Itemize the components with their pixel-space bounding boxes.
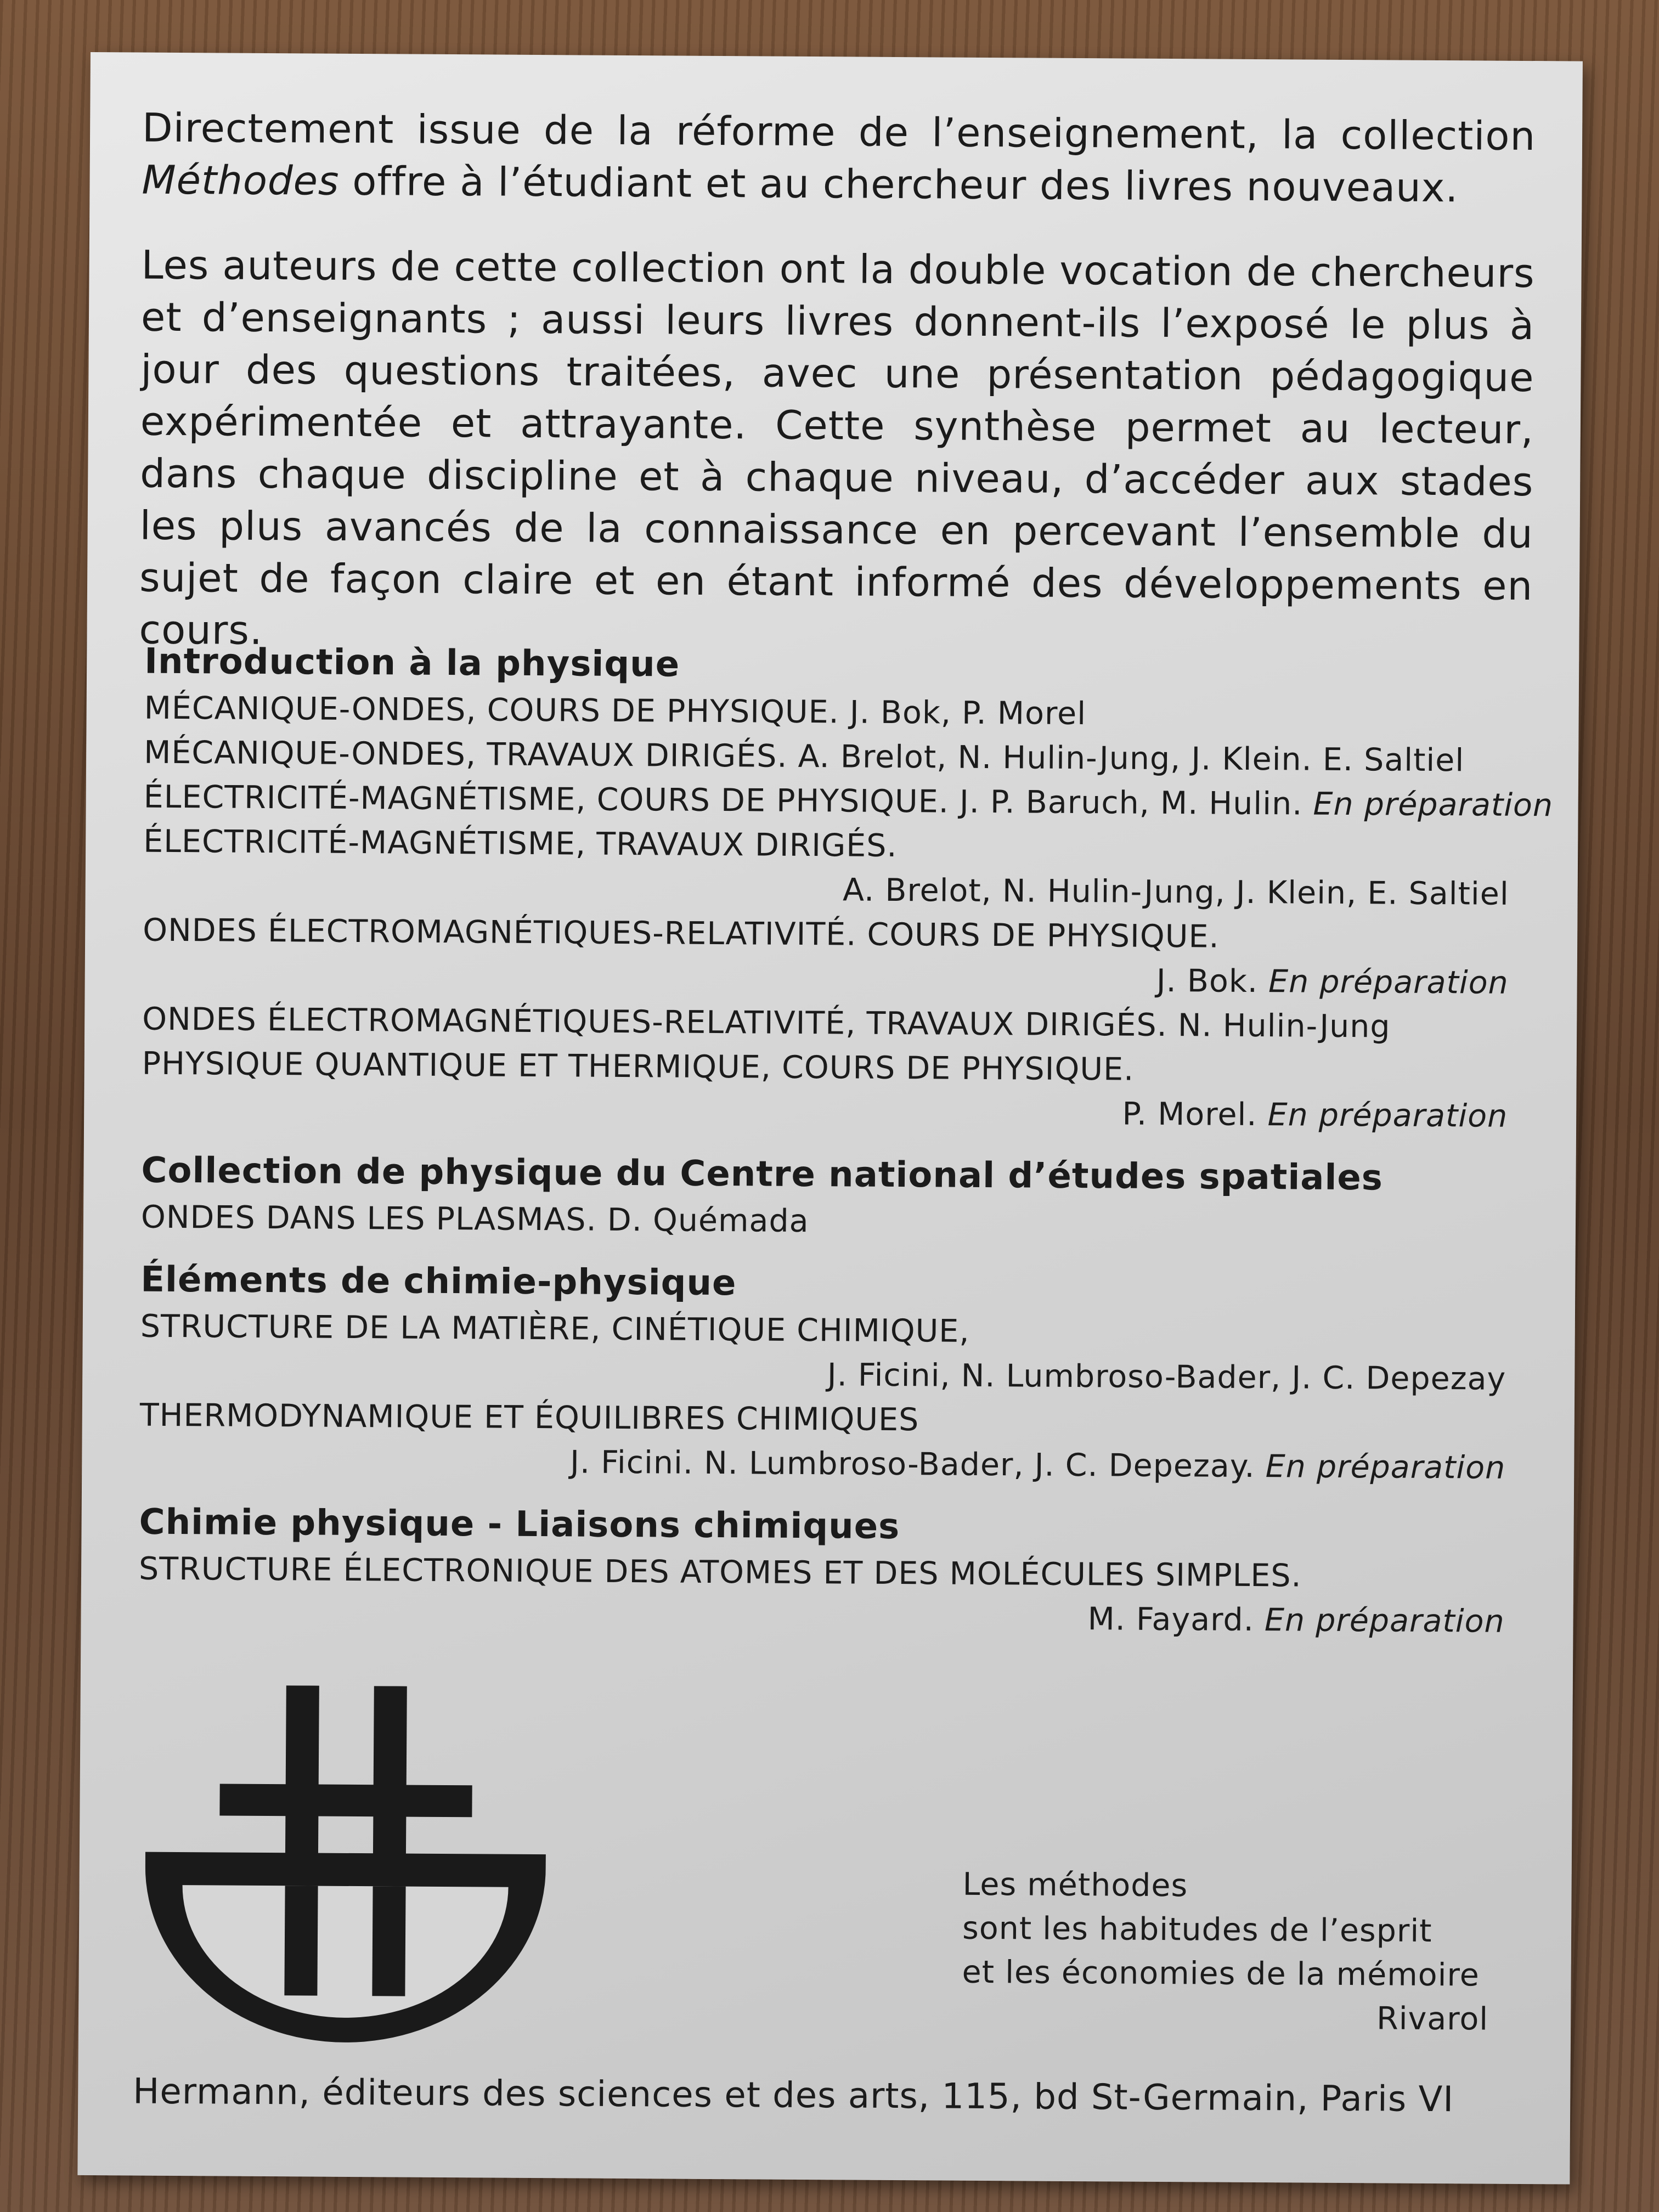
catalog-entry bbox=[142, 997, 1508, 1050]
catalog-list bbox=[138, 637, 1554, 1660]
quote-line: Les méthodes bbox=[962, 1866, 1188, 1904]
catalog-entry bbox=[144, 731, 1510, 783]
quote-author: Rivarol bbox=[1376, 2000, 1489, 2038]
catalog-entry bbox=[143, 864, 1509, 917]
entry-text: J. Bok. bbox=[1156, 962, 1259, 1000]
intro-paragraph-2: Les auteurs de cette collection ont la double vocation de chercheurs et d’enseignants ; aussi leurs livres donnent-ils l’exposé le plus à jour des questions traitées, avec une présentation pédagogique expérimentée et attrayante. Cette synthèse permet au lecteur, dans chaque discipline et à chaque niveau, d’accéder aux stades les plus avancés de la connaissance en percevant l’ensemble du sujet de façon claire et en étant informé des développements en cours. bbox=[139, 241, 1535, 653]
entry-text: MÉCANIQUE-ONDES, TRAVAUX DIRIGÉS. A. Brelot, N. Hulin-Jung, J. Klein. E. Saltiel bbox=[144, 734, 1465, 779]
catalog-section bbox=[141, 1146, 1508, 1248]
entry-text: STRUCTURE DE LA MATIÈRE, CINÉTIQUE CHIMIQUE, bbox=[140, 1308, 970, 1350]
entry-text: A. Brelot, N. Hulin-Jung, J. Klein, E. Saltiel bbox=[842, 872, 1509, 912]
intro-p1-end: offre à l’étudiant et au chercheur des livres nouveaux. bbox=[352, 157, 1459, 211]
in-preparation-note: En préparation bbox=[1267, 1097, 1508, 1135]
catalog-entry bbox=[142, 1086, 1508, 1139]
entry-text: ONDES DANS LES PLASMAS. D. Quémada bbox=[140, 1199, 809, 1240]
catalog-section bbox=[142, 637, 1554, 1139]
section-title: Chimie physique - Liaisons chimiques bbox=[139, 1502, 900, 1548]
catalog-entry bbox=[142, 953, 1508, 1006]
catalog-entry bbox=[141, 1195, 1507, 1248]
publisher-address: Hermann, éditeurs des sciences et des arts, 115, bd St-Germain, Paris VI bbox=[133, 2071, 1454, 2120]
entry-text: ONDES ÉLECTROMAGNÉTIQUES-RELATIVITÉ, TRAVAUX DIRIGÉS. N. Hulin-Jung bbox=[142, 1001, 1391, 1045]
catalog-section bbox=[138, 1498, 1505, 1644]
quote-line: sont les habitudes de l’esprit bbox=[962, 1910, 1432, 1950]
catalog-entry bbox=[139, 1547, 1505, 1600]
catalog-entry bbox=[142, 1042, 1508, 1094]
entry-text: STRUCTURE ÉLECTRONIQUE DES ATOMES ET DES MOLÉCULES SIMPLES. bbox=[138, 1550, 1302, 1594]
catalog-entry bbox=[139, 1438, 1505, 1491]
catalog-entry bbox=[138, 1592, 1504, 1644]
catalog-entry bbox=[143, 909, 1509, 961]
entry-text: PHYSIQUE QUANTIQUE ET THERMIQUE, COURS DE PHYSIQUE. bbox=[142, 1045, 1135, 1088]
entry-text: M. Fayard. bbox=[1087, 1601, 1255, 1639]
section-title: Introduction à la physique bbox=[144, 641, 680, 685]
in-preparation-note: En préparation bbox=[1264, 1602, 1505, 1640]
entry-text: ÉLECTRICITÉ-MAGNÉTISME, TRAVAUX DIRIGÉS. bbox=[143, 823, 898, 865]
in-preparation-note: En préparation bbox=[1268, 963, 1509, 1001]
entry-text: ÉLECTRICITÉ-MAGNÉTISME, COURS DE PHYSIQUE. J. P. Baruch, M. Hulin. bbox=[143, 778, 1303, 822]
in-preparation-note: En préparation bbox=[1313, 786, 1554, 824]
entry-text: J. Ficini, N. Lumbroso-Bader, J. C. Depezay bbox=[827, 1357, 1506, 1397]
quote-line: et les économies de la mémoire bbox=[962, 1954, 1480, 1994]
catalog-section bbox=[139, 1255, 1506, 1491]
rivarol-quote bbox=[962, 1863, 1489, 2041]
section-title: Éléments de chimie-physique bbox=[140, 1259, 737, 1304]
catalog-entry bbox=[143, 775, 1554, 828]
catalog-entry bbox=[143, 820, 1509, 872]
section-title: Collection de physique du Centre national d’études spatiales bbox=[141, 1150, 1384, 1199]
entry-text: J. Ficini. N. Lumbroso-Bader, J. C. Depezay. bbox=[569, 1444, 1255, 1485]
entry-text: THERMODYNAMIQUE ET ÉQUILIBRES CHIMIQUES bbox=[139, 1397, 919, 1438]
hermann-logo-icon bbox=[144, 1685, 547, 2044]
entry-text: P. Morel. bbox=[1122, 1096, 1257, 1133]
in-preparation-note: En préparation bbox=[1265, 1448, 1506, 1486]
intro-paragraph-1 bbox=[142, 102, 1536, 215]
catalog-entry bbox=[144, 686, 1510, 739]
book-back-cover bbox=[77, 52, 1583, 2185]
collection-name: Méthodes bbox=[142, 156, 340, 204]
entry-text: ONDES ÉLECTROMAGNÉTIQUES-RELATIVITÉ. COURS DE PHYSIQUE. bbox=[143, 912, 1220, 955]
catalog-entry bbox=[140, 1393, 1506, 1446]
intro-text bbox=[139, 102, 1536, 697]
intro-p1-start: Directement issue de la réforme de l’enseignement, la collection bbox=[142, 104, 1536, 160]
catalog-entry bbox=[140, 1349, 1506, 1402]
entry-text: MÉCANIQUE-ONDES, COURS DE PHYSIQUE. J. Bok, P. Morel bbox=[144, 690, 1087, 732]
catalog-entry bbox=[140, 1305, 1506, 1357]
